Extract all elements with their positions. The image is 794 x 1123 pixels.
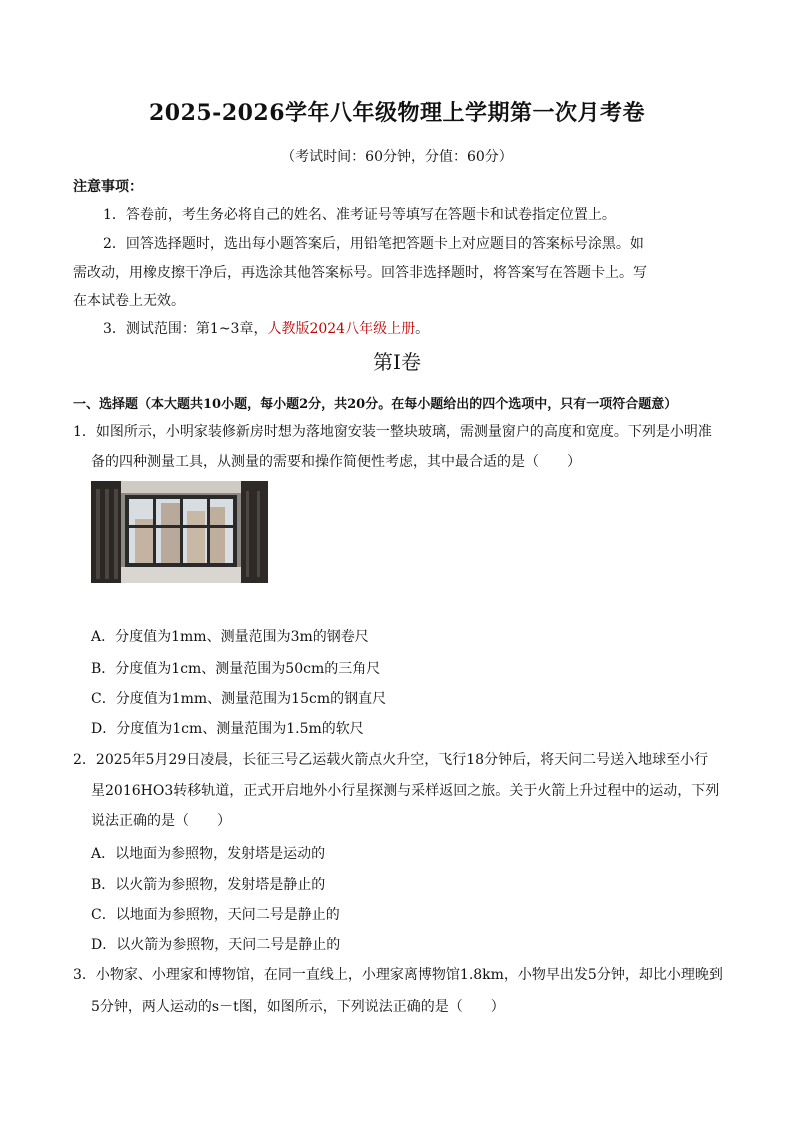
q3-stem-line-2: 5分钟，两人运动的s－t图，如图所示，下列说法正确的是（ ） bbox=[91, 999, 505, 1015]
note-item-2-line-2: 需改动，用橡皮擦干净后，再选涂其他答案标号。回答非选择题时，将答案写在答题卡上。写 bbox=[73, 265, 647, 281]
section-title: 第Ⅰ卷 bbox=[373, 350, 421, 374]
q1-option-c: C．分度值为1mm、测量范围为15cm的钢直尺 bbox=[91, 691, 387, 707]
exam-subtitle: （考试时间：60分钟，分值：60分） bbox=[281, 149, 513, 165]
q2-stem-line-3: 说法正确的是（ ） bbox=[91, 813, 231, 829]
q1-option-a: A．分度值为1mm、测量范围为3m的钢卷尺 bbox=[91, 629, 369, 645]
q1-stem-line-1: 1．如图所示，小明家装修新房时想为落地窗安装一整块玻璃，需测量窗户的高度和宽度。下列是小明准 bbox=[73, 424, 712, 440]
q2-option-a: A．以地面为参照物，发射塔是运动的 bbox=[91, 846, 326, 862]
q3-stem-line-1: 3．小物家、小理家和博物馆，在同一直线上，小理家离博物馆1.8km，小物早出发5分钟，却比小理晚到 bbox=[73, 967, 723, 983]
q2-stem-line-1: 2．2025年5月29日凌晨，长征三号乙运载火箭点火升空，飞行18分钟后，将天问二号送入地球至小行 bbox=[73, 752, 709, 768]
q1-option-b: B．分度值为1cm、测量范围为50cm的三角尺 bbox=[91, 661, 381, 677]
note-item-3-prefix: 3．测试范围：第1~3章， bbox=[103, 321, 268, 337]
q2-option-d: D．以火箭为参照物，天问二号是静止的 bbox=[91, 937, 341, 953]
part-1-heading: 一、选择题（本大题共10小题，每小题2分，共20分。在每小题给出的四个选项中，只有一项符合题意） bbox=[73, 397, 678, 412]
window-photo bbox=[91, 481, 268, 583]
exam-title: 2025-2026学年八年级物理上学期第一次月考卷 bbox=[148, 100, 646, 126]
notes-heading: 注意事项： bbox=[73, 179, 143, 195]
note-item-1: 1．答卷前，考生务必将自己的姓名、准考证号等填写在答题卡和试卷指定位置上。 bbox=[103, 207, 616, 223]
q1-stem-line-2: 备的四种测量工具，从测量的需要和操作简便性考虑，其中最合适的是（ ） bbox=[91, 454, 581, 470]
q1-option-d: D．分度值为1cm、测量范围为1.5m的软尺 bbox=[91, 721, 364, 737]
note-item-3-scope: 人教版2024八年级上册 bbox=[267, 321, 416, 337]
q2-option-b: B．以火箭为参照物，发射塔是静止的 bbox=[91, 877, 326, 893]
q2-stem-line-2: 星2016HO3转移轨道，正式开启地外小行星探测与采样返回之旅。关于火箭上升过程中的运动，下列 bbox=[91, 783, 720, 799]
note-item-2-line-3: 在本试卷上无效。 bbox=[73, 293, 185, 309]
note-item-3 bbox=[103, 318, 429, 338]
note-item-3-suffix: 。 bbox=[415, 321, 430, 337]
q2-option-c: C．以地面为参照物，天问二号是静止的 bbox=[91, 907, 340, 923]
note-item-2-line-1: 2．回答选择题时，选出每小题答案后，用铅笔把答题卡上对应题目的答案标号涂黑。如 bbox=[103, 236, 644, 252]
